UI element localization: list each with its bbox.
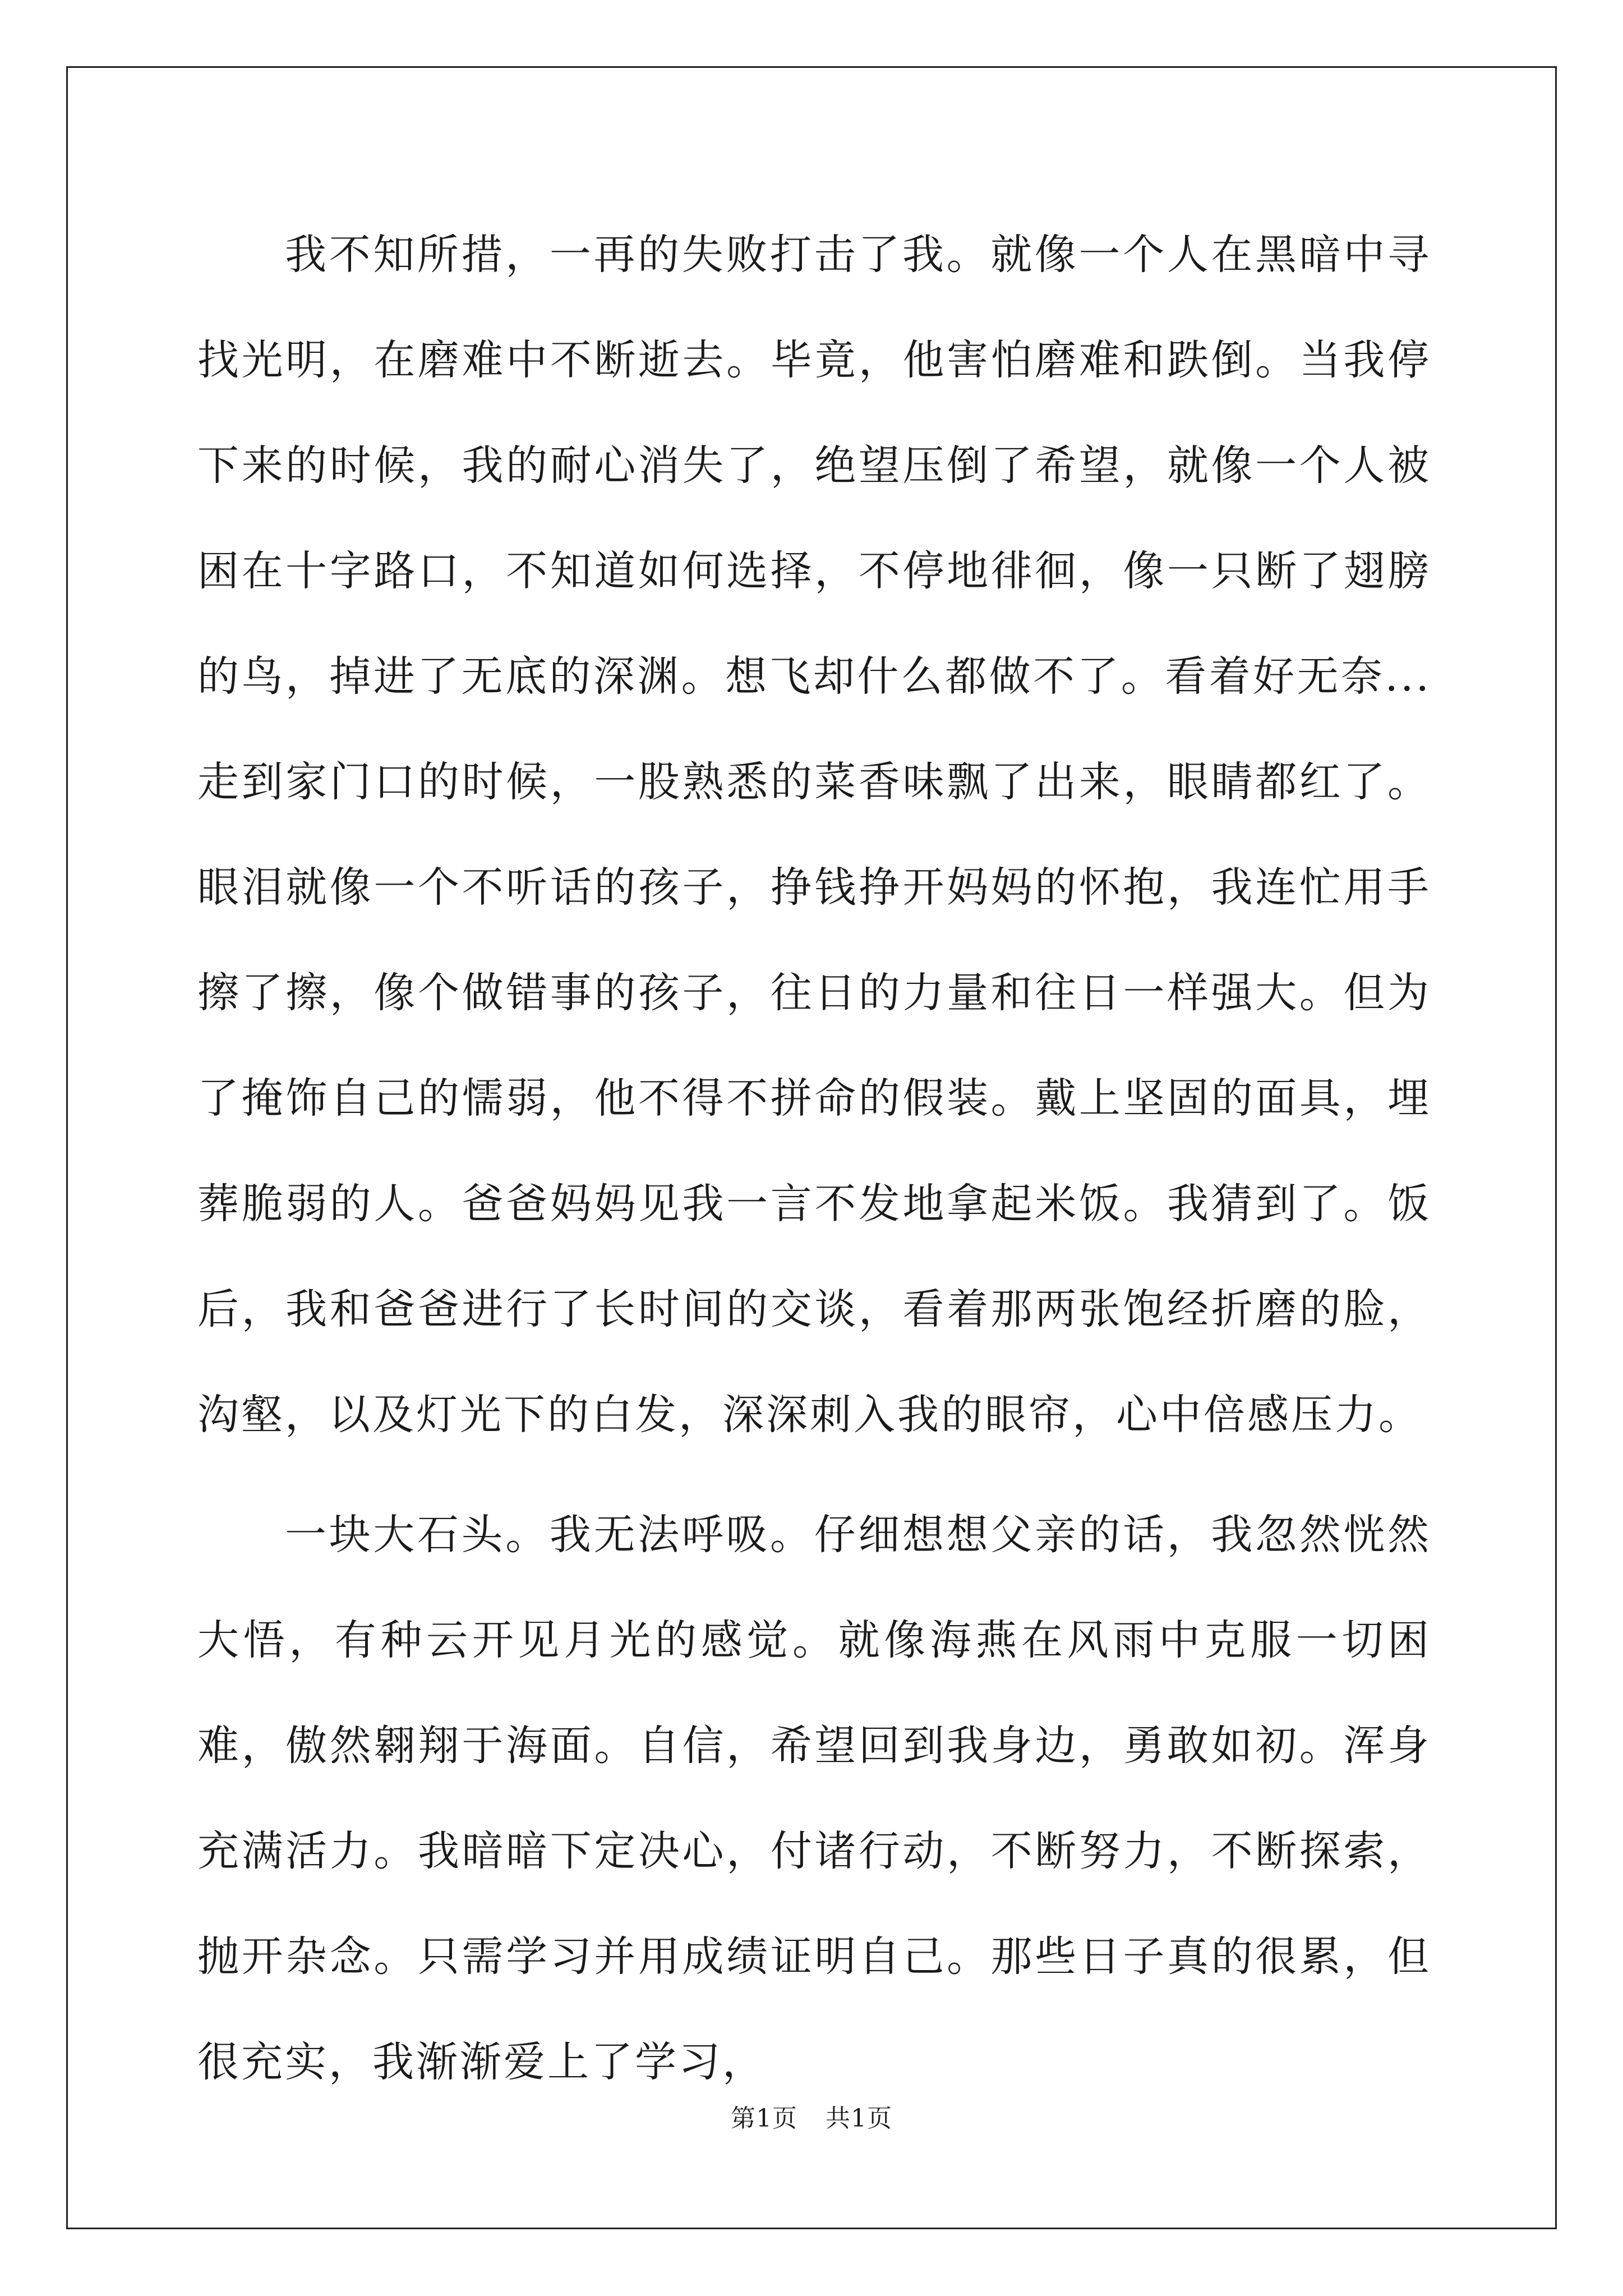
page-number-total: 共1页 <box>826 2104 892 2133</box>
paragraph-1: 我不知所措，一再的失败打击了我。就像一个人在黑暗中寻找光明，在磨难中不断逝去。毕竟，他害怕磨难和跌倒。当我停下来的时候，我的耐心消失了，绝望压倒了希望，就像一个人被困在十字路口，不知道如何选择，不停地徘徊，像一只断了翅膀的鸟，掉进了无底的深渊。想飞却什么都做不了。看着好无奈...走到家门口的时候，一股熟悉的菜香味飘了出来，眼睛都红了。眼泪就像一个不听话的孩子，挣钱挣开妈妈的怀抱，我连忙用手擦了擦，像个做错事的孩子，往日的力量和往日一样强大。但为了掩饰自己的懦弱，他不得不拼命的假装。戴上坚固的面具，埋葬脆弱的人。爸爸妈妈见我一言不发地拿起米饭。我猜到了。饭后，我和爸爸进行了长时间的交谈，看着那两张饱经折磨的脸，沟壑，以及灯光下的白发，深深刺入我的眼帘，心中倍感压力。 <box>197 231 1431 1439</box>
paragraph-2: 一块大石头。我无法呼吸。仔细想想父亲的话，我忽然恍然大悟，有种云开见月光的感觉。就像海燕在风雨中克服一切困难，傲然翱翔于海面。自信，希望回到我身边，勇敢如初。浑身充满活力。我暗暗下定决心，付诸行动，不断努力，不断探索，抛开杂念。只需学习并用成绩证明自己。那些日子真的很累，但很充实，我渐渐爱上了学习， <box>197 1511 1431 2086</box>
document-body <box>197 202 1431 2129</box>
page-number-current: 第1页 <box>731 2104 797 2133</box>
page-footer <box>0 2098 1623 2134</box>
